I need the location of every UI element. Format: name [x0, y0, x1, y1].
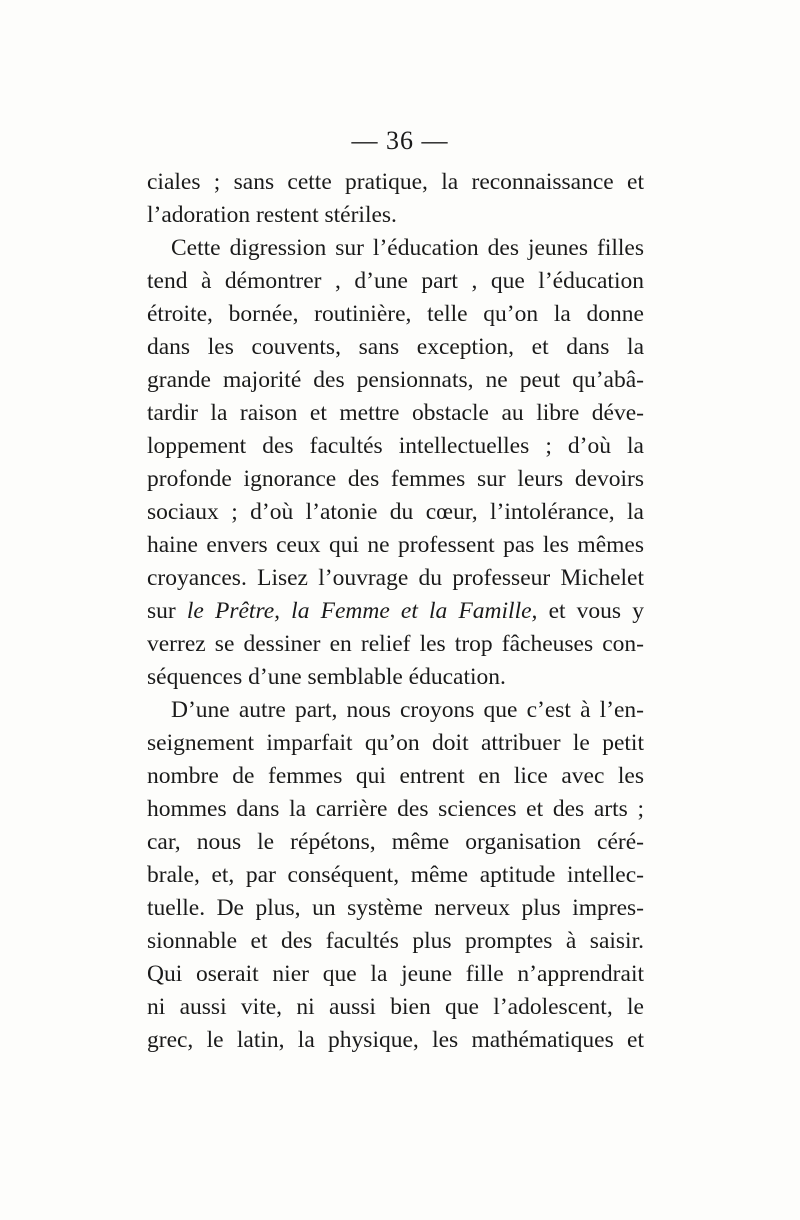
paragraph-first-line: Cette digression sur l’éducation des jeunes filles — [171, 235, 644, 261]
text-line: loppement des facultés intellectuelles ; d’où la — [147, 433, 644, 459]
text-line: car, nous le répétons, même organisation céré- — [147, 829, 644, 855]
text-line: séquences d’une semblable éducation. — [147, 664, 506, 690]
text-line: verrez se dessiner en relief les trop fâcheuses con- — [147, 631, 644, 657]
text-line: grande majorité des pensionnats, ne peut qu’abâ- — [147, 367, 644, 393]
text-segment: et vous y — [537, 598, 644, 624]
text-line: sociaux ; d’où l’atonie du cœur, l’intolérance, la — [147, 499, 644, 525]
text-line: ni aussi vite, ni aussi bien que l’adolescent, le — [147, 994, 644, 1020]
text-line: profonde ignorance des femmes sur leurs devoirs — [147, 466, 644, 492]
paragraph-first-line: D’une autre part, nous croyons que c’est à l’en- — [171, 697, 644, 723]
text-line-with-italic-title — [147, 595, 644, 628]
text-line: tardir la raison et mettre obstacle au libre déve- — [147, 400, 644, 426]
text-line: croyances. Lisez l’ouvrage du professeur Michelet — [147, 565, 644, 591]
text-line: l’adoration restent stériles. — [147, 202, 397, 228]
text-line: dans les couvents, sans exception, et dans la — [147, 334, 644, 360]
text-line: sionnable et des facultés plus promptes à saisir. — [147, 928, 644, 954]
text-segment: sur — [147, 598, 187, 624]
body-text — [147, 166, 644, 1057]
text-line: ciales ; sans cette pratique, la reconnaissance et — [147, 169, 644, 195]
text-line: seignement imparfait qu’on doit attribuer le petit — [147, 730, 644, 756]
text-line: Qui oserait nier que la jeune fille n’apprendrait — [147, 961, 644, 987]
page-number: — 36 — — [351, 126, 449, 155]
text-line: brale, et, par conséquent, même aptitude intellec- — [147, 862, 644, 888]
text-line: tend à démontrer , d’une part , que l’éducation — [147, 268, 644, 294]
text-line: tuelle. De plus, un système nerveux plus impres- — [147, 895, 644, 921]
italic-book-title: le Prêtre, la Femme et la Famille, — [186, 598, 538, 624]
text-line: hommes dans la carrière des sciences et des arts ; — [147, 796, 644, 822]
text-line: étroite, bornée, routinière, telle qu’on la donne — [147, 301, 644, 327]
text-line: grec, le latin, la physique, les mathématiques et — [147, 1027, 644, 1053]
text-line: haine envers ceux qui ne professent pas les mêmes — [147, 532, 644, 558]
text-line: nombre de femmes qui entrent en lice avec les — [147, 763, 644, 789]
